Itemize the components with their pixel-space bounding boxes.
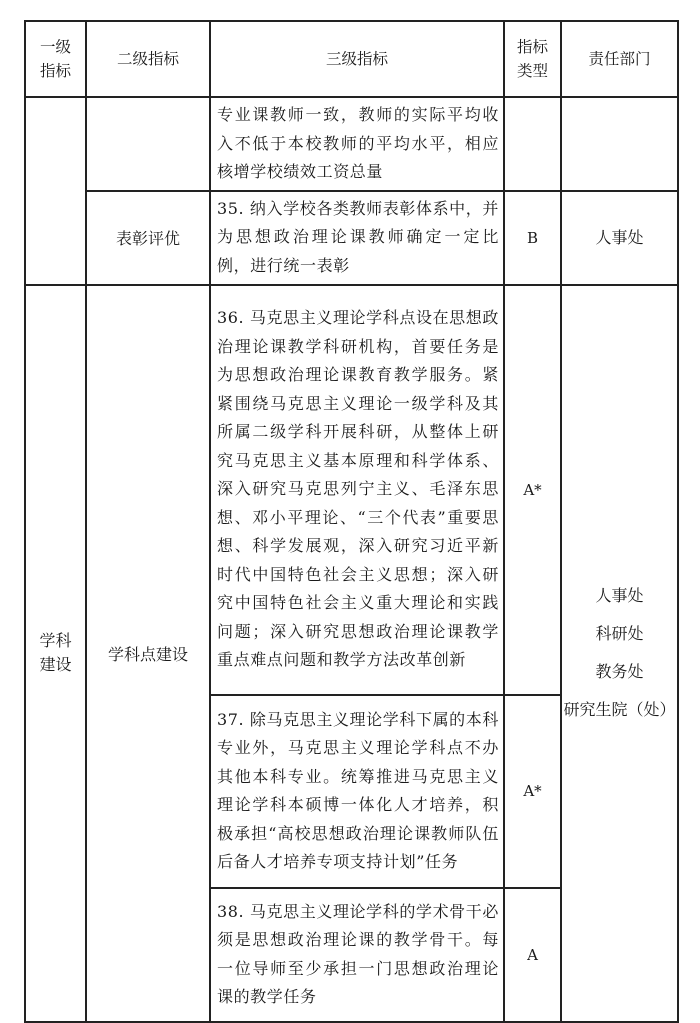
- indicator-table: [24, 20, 679, 1023]
- header-type: 指标 类型: [504, 21, 561, 97]
- type-cell: A: [504, 888, 561, 1022]
- type-cell-empty: [504, 97, 561, 191]
- level2-cell-empty: [86, 97, 210, 191]
- table-row: [25, 97, 678, 191]
- level1-cell: 学科 建设: [25, 285, 86, 1022]
- header-level3: 三级指标: [210, 21, 504, 97]
- dept-cell-empty: [561, 97, 678, 191]
- table-row: [25, 285, 678, 695]
- type-cell: A*: [504, 695, 561, 888]
- level3-cell: 37. 除马克思主义理论学科下属的本科专业外，马克思主义理论学科点不办其他本科专业。统筹推进马克思主义理论学科本硕博一体化人才培养，积极承担“高校思想政治理论课教师队伍后备人才培养专项支持计划”任务: [210, 695, 504, 888]
- level3-cell-continued: 专业课教师一致，教师的实际平均收入不低于本校教师的平均水平，相应核增学校绩效工资总量: [210, 97, 504, 191]
- level3-cell: 35. 纳入学校各类教师表彰体系中，并为思想政治理论课教师确定一定比例，进行统一表彰: [210, 191, 504, 285]
- table-row: [25, 191, 678, 285]
- header-level2: 二级指标: [86, 21, 210, 97]
- level2-cell: 学科点建设: [86, 285, 210, 1022]
- type-cell: A*: [504, 285, 561, 695]
- dept-cell: 人事处 科研处 教务处 研究生院（处）: [561, 285, 678, 1022]
- dept-cell: 人事处: [561, 191, 678, 285]
- level1-cell-empty: [25, 97, 86, 285]
- header-level1: 一级 指标: [25, 21, 86, 97]
- header-row: [25, 21, 678, 97]
- level3-cell: 36. 马克思主义理论学科点设在思想政治理论课教学科研机构，首要任务是为思想政治理论课教育教学服务。紧紧围绕马克思主义理论一级学科及其所属二级学科开展科研，从整体上研究马克思主义基本原理和科学体系、深入研究马克思列宁主义、毛泽东思想、邓小平理论、“三个代表”重要思想、科学发展观，深入研究习近平新时代中国特色社会主义思想；深入研究中国特色社会主义重大理论和实践问题；深入研究思想政治理论课教学重点难点问题和教学方法改革创新: [210, 285, 504, 695]
- level3-cell: 38. 马克思主义理论学科的学术骨干必须是思想政治理论课的教学骨干。每一位导师至少承担一门思想政治理论课的教学任务: [210, 888, 504, 1022]
- level2-cell: 表彰评优: [86, 191, 210, 285]
- type-cell: B: [504, 191, 561, 285]
- header-dept: 责任部门: [561, 21, 678, 97]
